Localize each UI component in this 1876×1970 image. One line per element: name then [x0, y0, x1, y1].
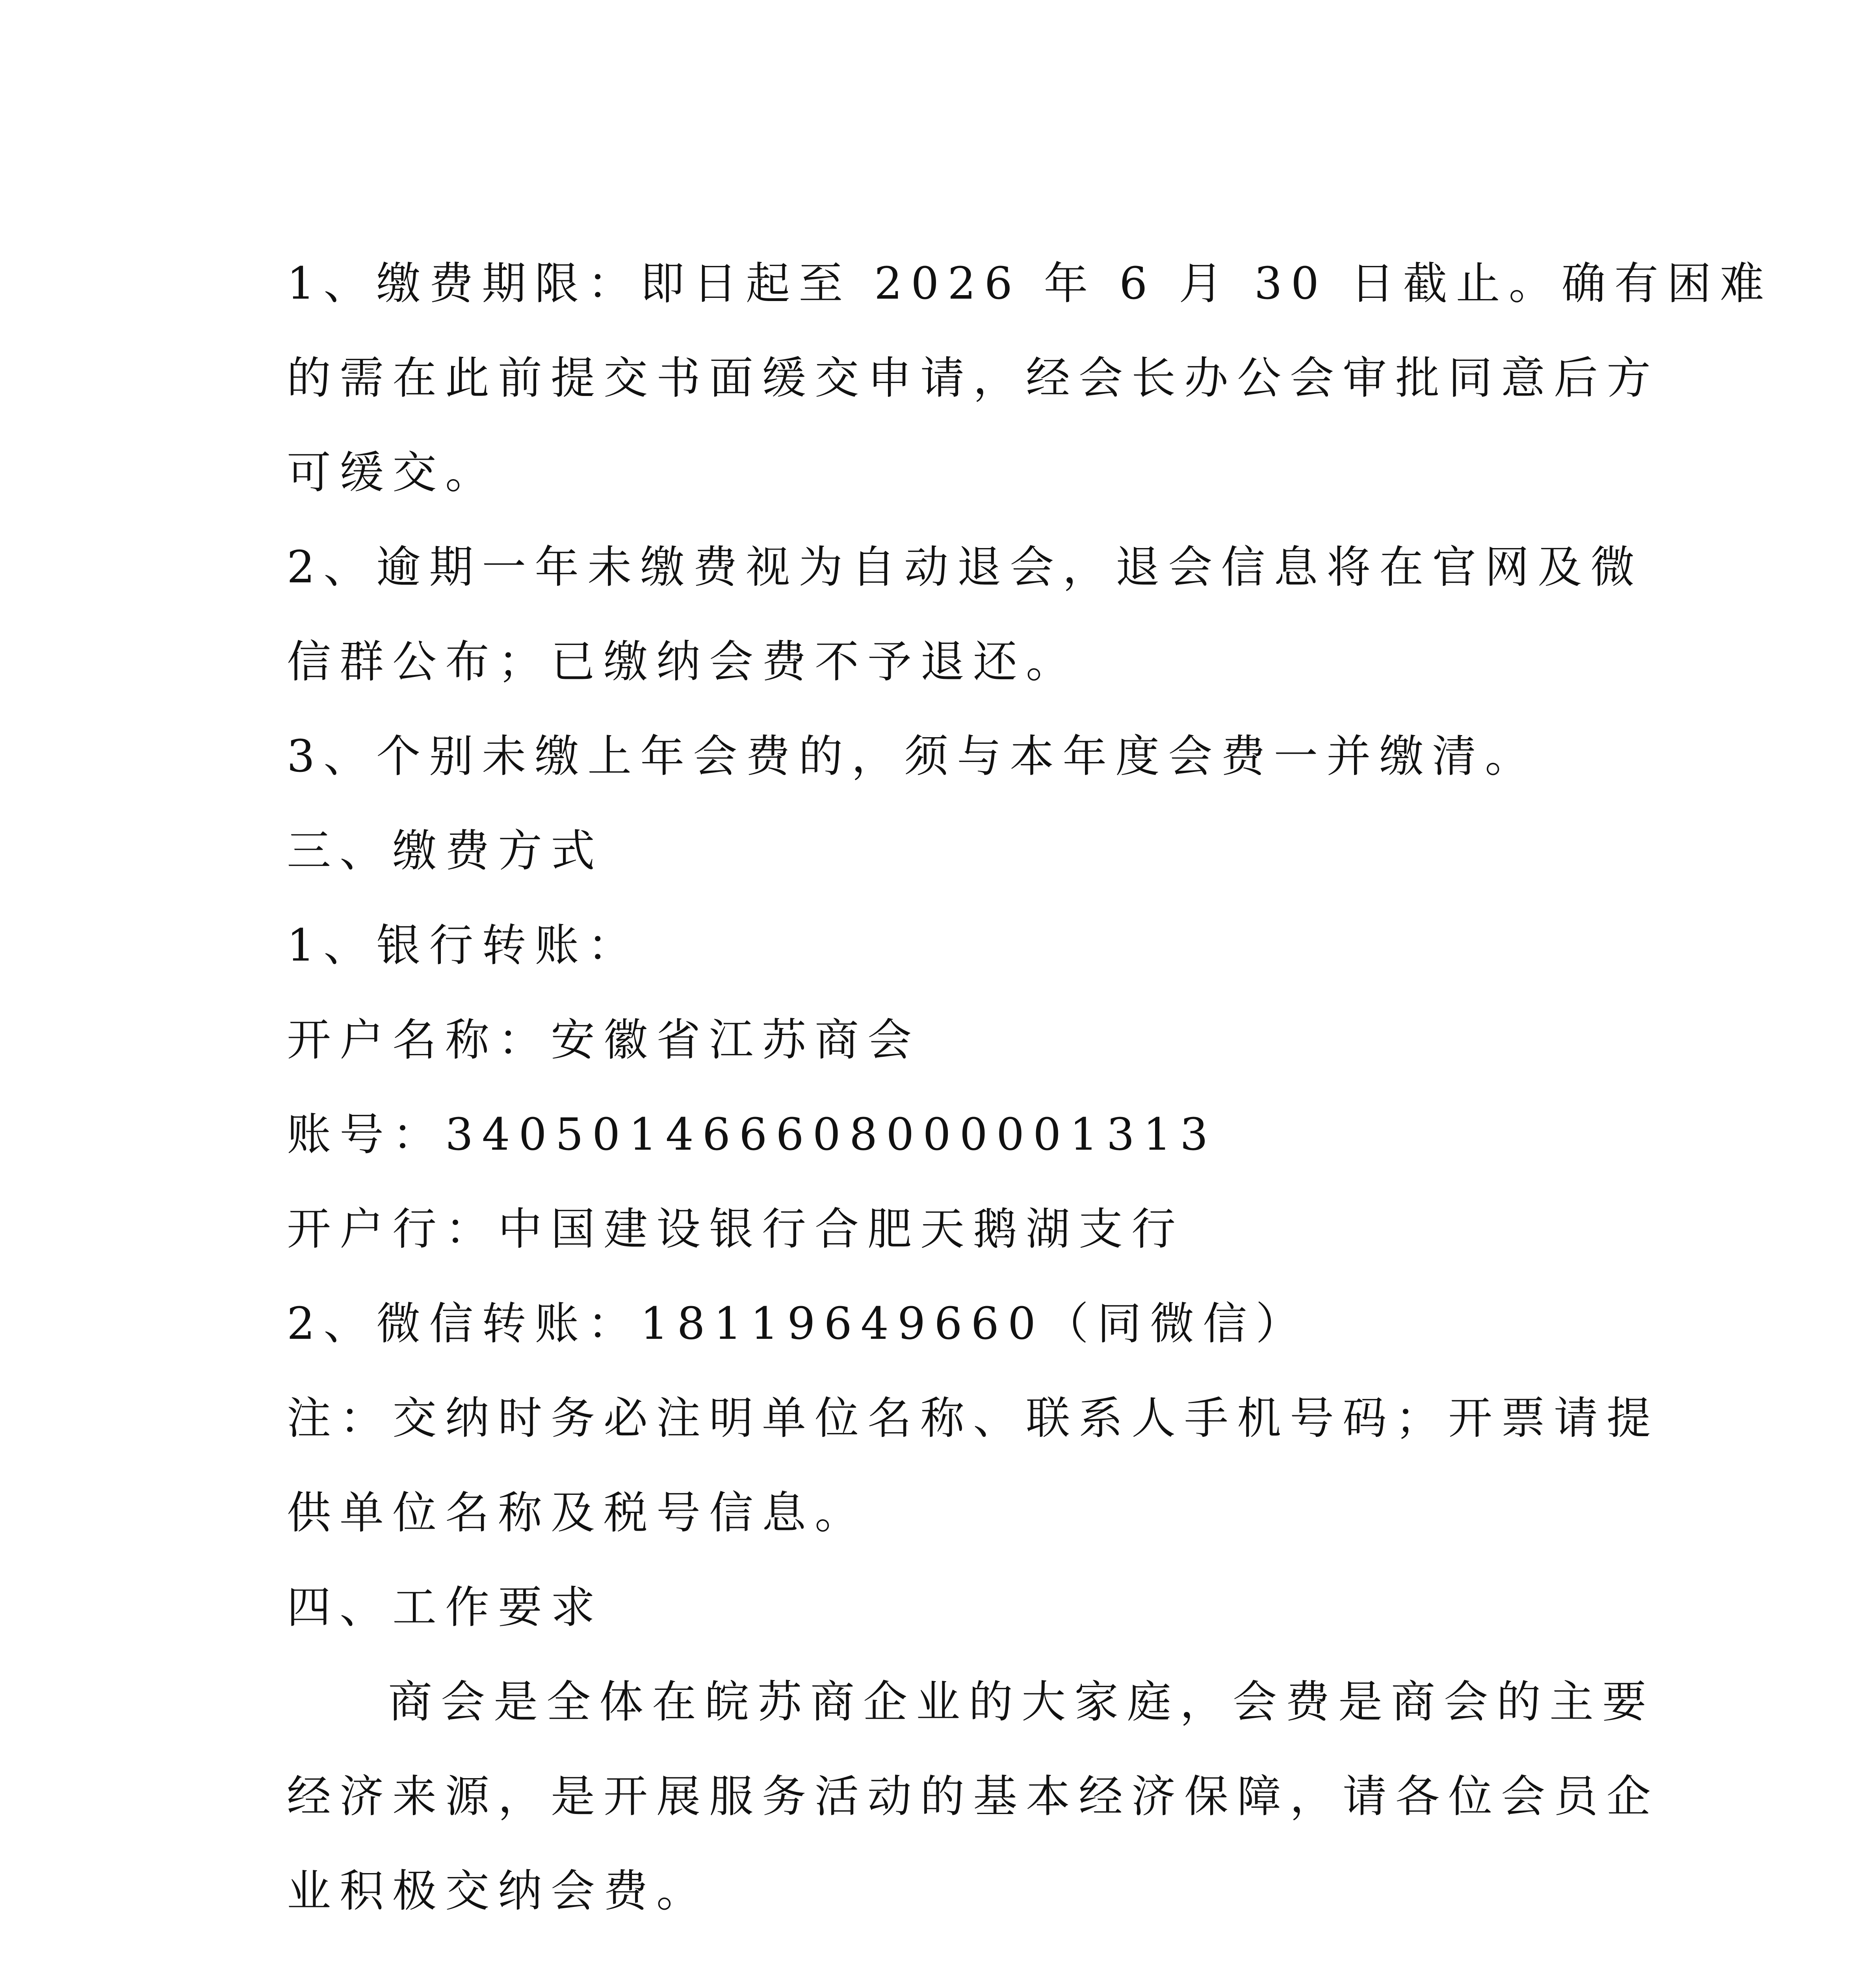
paragraph-payment-deadline-line-2: 的需在此前提交书面缓交申请，经会长办公会审批同意后方 [287, 353, 1659, 404]
requirements-line-2: 经济来源，是开展服务活动的基本经济保障，请各位会员企 [287, 1771, 1659, 1822]
wechat-transfer: 2、微信转账：18119649660（同微信） [287, 1298, 1309, 1349]
requirements-line-1: 商会是全体在皖苏商企业的大家庭，会费是商会的主要 [388, 1676, 1655, 1728]
account-name: 开户名称：安徽省江苏商会 [287, 1015, 920, 1066]
note-line-1: 注：交纳时务必注明单位名称、联系人手机号码；开票请提 [287, 1393, 1659, 1444]
section-heading-work-requirements: 四、工作要求 [287, 1582, 604, 1633]
paragraph-payment-deadline-line-3: 可缓交。 [287, 447, 498, 498]
bank-branch: 开户行：中国建设银行合肥天鹅湖支行 [287, 1204, 1184, 1255]
paragraph-overdue-line-1: 2、逾期一年未缴费视为自动退会，退会信息将在官网及微 [287, 542, 1644, 593]
section-heading-payment-methods: 三、缴费方式 [287, 825, 604, 877]
paragraph-payment-deadline-line-1: 1、缴费期限：即日起至 2026 年 6 月 30 日截止。确有困难 [287, 258, 1773, 309]
account-number: 账号：340501466608000001313 [287, 1109, 1217, 1160]
bank-transfer-heading: 1、银行转账： [287, 920, 641, 971]
note-line-2: 供单位名称及税号信息。 [287, 1487, 867, 1539]
paragraph-overdue-line-2: 信群公布；已缴纳会费不予退还。 [287, 636, 1079, 688]
requirements-line-3: 业积极交纳会费。 [287, 1866, 709, 1917]
paragraph-arrears: 3、个别未缴上年会费的，须与本年度会费一并缴清。 [287, 731, 1538, 782]
